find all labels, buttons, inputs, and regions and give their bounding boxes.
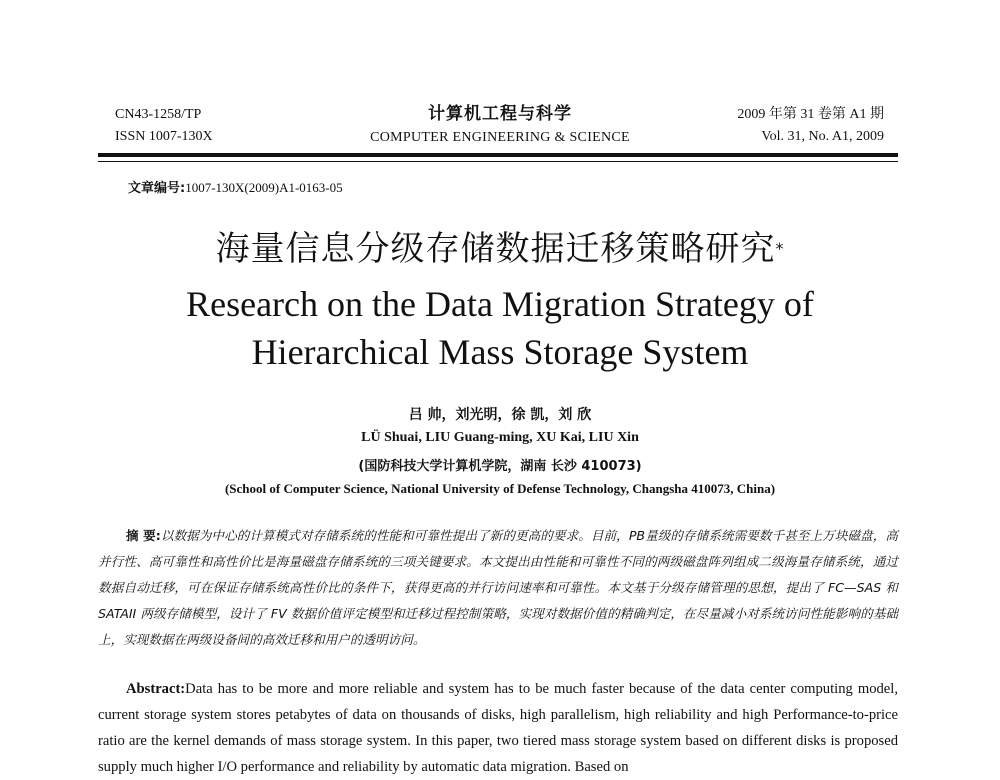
title-en (0, 280, 1000, 376)
journal-name-en: COMPUTER ENGINEERING & SCIENCE (370, 130, 630, 145)
journal-name-zh: 计算机工程与科学 (428, 104, 572, 124)
header-rule-thick (98, 153, 898, 157)
affiliation-zh: (国防科技大学计算机学院，湖南 长沙 410073) (358, 459, 642, 474)
journal-issue (737, 104, 884, 148)
article-number-label: 文章编号: (128, 181, 186, 196)
abstract-en (98, 676, 898, 780)
cn-number: CN43-1258/TP (115, 107, 202, 122)
journal-name (250, 102, 750, 150)
abstract-en-text: Data has to be more and more reliable and system has to be much faster because of the data center computing model, current storage system stores petabytes of data on thousands of disks, high parallelism, high reliability and high Performance-to-price ratio are the kernel demands of mass storage system. In this paper, two tiered mass storage system based on different disks is proposed supply much higher I/O performance and reliability by automatic data migration. Based on (98, 681, 898, 775)
issn: ISSN 1007-130X (115, 129, 213, 144)
abstract-zh-text: 以数据为中心的计算模式对存储系统的性能和可靠性提出了新的更高的要求。目前，PB量级的存储系统需要数千甚至上万块磁盘，高并行性、高可靠性和高性价比是海量磁盘存储系统的三项关键要求。本文提出由性能和可靠性不同的两级磁盘阵列组成二级海量存储系统，通过数据自动迁移，可在保证存储系统高性价比的条件下，获得更高的并行访问速率和可靠性。本文基于分级存储管理的思想，提出了 FC—SAS 和 SATAII 两级存储模型，设计了 FV 数据价值评定模型和迁移过程控制策略，实现对数据价值的精确判定，在尽量减小对系统访问性能影响的基础上，实现数据在两级设备间的高效迁移和用户的透明访问。 (98, 528, 899, 647)
abstract-zh (98, 523, 898, 653)
header-rule-thin (98, 161, 898, 162)
abstract-zh-label: 摘 要: (126, 528, 161, 543)
title-zh (0, 226, 1000, 272)
issue-zh: 2009 年第 31 卷第 A1 期 (737, 107, 884, 122)
authors-en: LÜ Shuai, LIU Guang-ming, XU Kai, LIU Xin (361, 430, 639, 445)
title-en-line2: Hierarchical Mass Storage System (251, 332, 749, 372)
affiliation-en: (School of Computer Science, National University of Defense Technology, Changsha 410073, China) (224, 481, 776, 496)
title-footnote-mark: * (775, 239, 785, 258)
issue-en: Vol. 31, No. A1, 2009 (761, 129, 884, 144)
journal-ids (115, 104, 213, 148)
article-number (128, 177, 343, 196)
abstract-en-label: Abstract: (126, 681, 186, 697)
article-number-value: 1007-130X(2009)A1-0163-05 (185, 180, 343, 195)
authors-zh: 吕 帅，刘光明，徐 凯，刘 欣 (408, 407, 592, 423)
title-en-line1: Research on the Data Migration Strategy of (186, 284, 814, 324)
title-zh-text: 海量信息分级存储数据迁移策略研究 (215, 229, 776, 269)
